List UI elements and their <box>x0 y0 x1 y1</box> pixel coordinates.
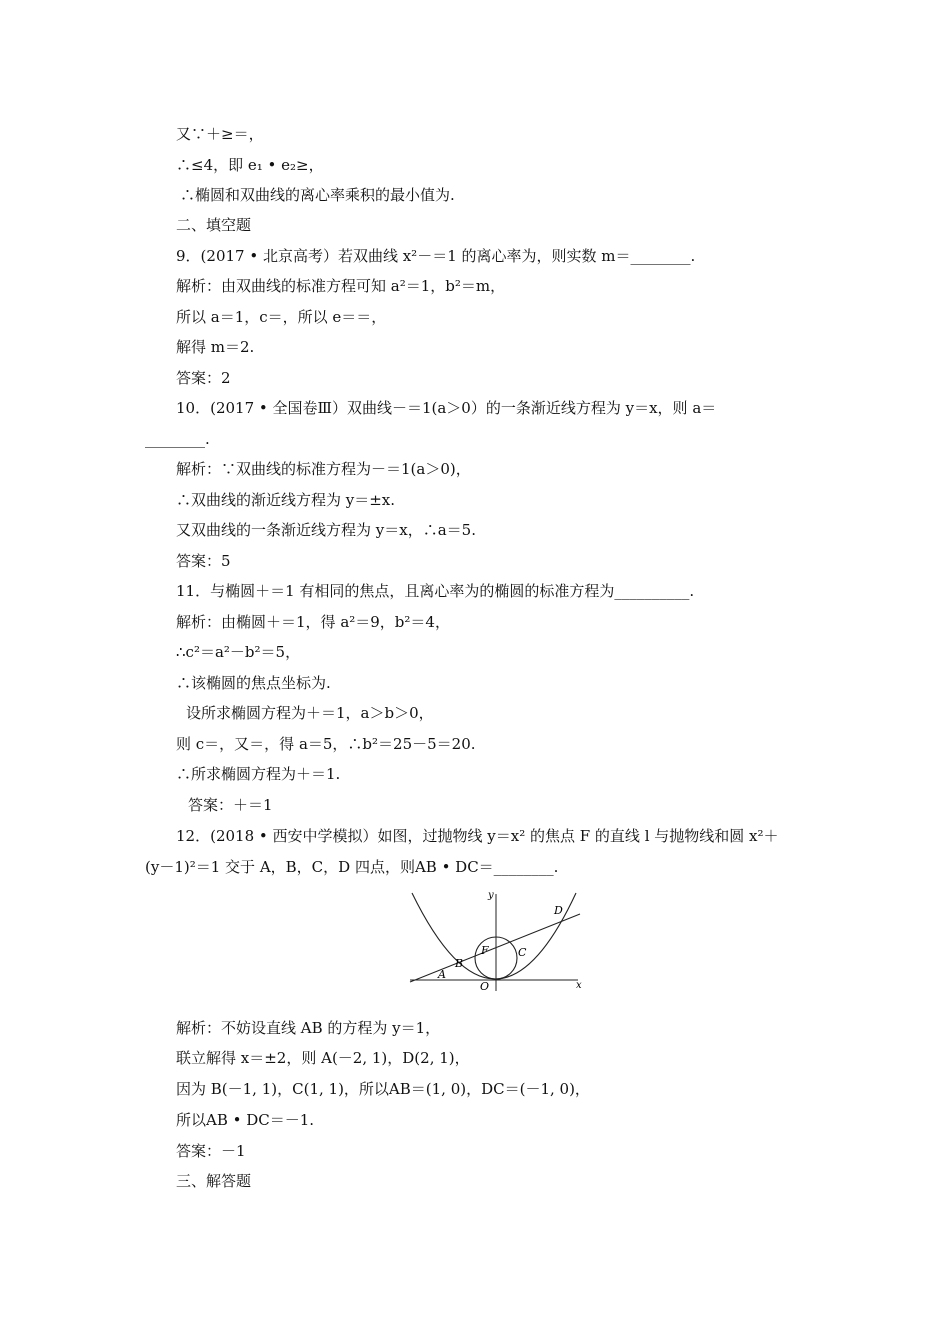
text-line: ∴所求椭圆方程为＋＝1. <box>176 765 341 783</box>
section-heading: 二、填空题 <box>176 216 252 234</box>
label-x: x <box>576 980 582 991</box>
question-10: 10．(2017 • 全国卷Ⅲ）双曲线－＝1(a＞0）的一条渐近线方程为 y＝x，则 a＝ <box>176 399 717 417</box>
line-l <box>410 914 580 982</box>
text-line: ∴该椭圆的焦点坐标为. <box>176 674 331 692</box>
parabola <box>412 893 576 979</box>
text-line: ∴c²＝a²－b²＝5， <box>176 643 301 661</box>
text-line: 因为 B(－1, 1)，C(1, 1)，所以AB＝(1, 0)，DC＝(－1, 0)， <box>176 1080 590 1098</box>
text-line: 解得 m＝2. <box>176 338 255 356</box>
answer-line: 答案：－1 <box>176 1142 246 1160</box>
text-line: 所以 a＝1，c＝，所以 e＝＝， <box>176 308 387 326</box>
text-line: 联立解得 x＝±2，则 A(－2, 1)，D(2, 1)， <box>176 1049 470 1067</box>
text-line: (y－1)²＝1 交于 A，B，C，D 四点，则AB • DC＝________. <box>145 858 559 876</box>
label-a: A <box>438 968 446 981</box>
text-line: ∴≤4，即 e₁ • e₂≥， <box>176 156 324 174</box>
label-c: C <box>518 946 527 959</box>
label-f: F <box>481 944 489 957</box>
section-heading: 三、解答题 <box>176 1172 252 1190</box>
question-9: 9．(2017 • 北京高考）若双曲线 x²－＝1 的离心率为，则实数 m＝________. <box>176 247 696 265</box>
label-o: O <box>480 980 490 992</box>
text-line: ∴椭圆和双曲线的离心率乘积的最小值为. <box>180 186 455 204</box>
text-line: 解析：∵双曲线的标准方程为－＝1(a＞0)， <box>176 460 471 478</box>
label-y: y <box>488 890 494 901</box>
label-d: D <box>554 904 563 917</box>
text-line: 所以AB • DC＝－1. <box>176 1111 315 1129</box>
text-line: ∴双曲线的渐近线方程为 y＝±x. <box>176 491 396 509</box>
answer-line: 答案：2 <box>176 369 231 387</box>
text-line: 解析：由双曲线的标准方程可知 a²＝1，b²＝m， <box>176 277 506 295</box>
question-11: 11．与椭圆＋＝1 有相同的焦点，且离心率为的椭圆的标准方程为__________. <box>176 582 695 600</box>
text-line: 解析：由椭圆＋＝1，得 a²＝9，b²＝4， <box>176 613 450 631</box>
answer-line: 答案：5 <box>176 552 231 570</box>
parabola-circle-figure <box>408 888 584 992</box>
text-line: 设所求椭圆方程为＋＝1，a＞b＞0， <box>186 704 434 722</box>
text-line: 则 c＝，又＝，得 a＝5，∴b²＝25－5＝20. <box>176 735 476 753</box>
text-line: 解析：不妨设直线 AB 的方程为 y＝1， <box>176 1019 441 1037</box>
label-b: B <box>455 957 464 970</box>
text-line: ________. <box>145 430 210 448</box>
answer-line: 答案：＋＝1 <box>188 796 273 814</box>
question-12: 12．(2018 • 西安中学模拟）如图，过抛物线 y＝x² 的焦点 F 的直线 l 与抛物线和圆 x²＋ <box>176 827 779 845</box>
text-line: 又双曲线的一条渐近线方程为 y＝x，∴a＝5. <box>176 521 476 539</box>
text-line: 又∵＋≥＝， <box>176 125 264 143</box>
